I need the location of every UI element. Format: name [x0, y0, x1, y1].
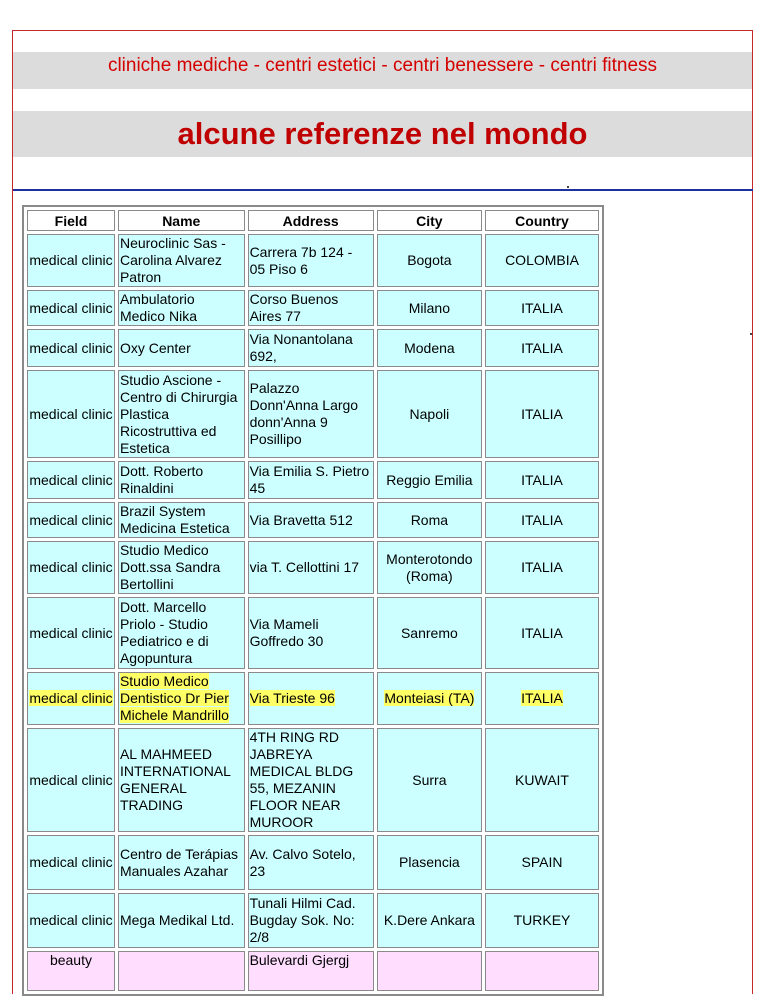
- cell-address-text: Via Bravetta 512: [249, 511, 353, 528]
- cell-field: [27, 234, 115, 287]
- cell-country-text: ITALIA: [521, 690, 563, 706]
- cell-city: [377, 541, 482, 594]
- table-row: [27, 461, 599, 499]
- cell-country: [485, 951, 599, 991]
- page-title: alcune referenze nel mondo: [177, 116, 588, 151]
- cell-field-text: medical clinic: [29, 690, 113, 706]
- table-row: [27, 290, 599, 326]
- cell-name: [118, 672, 245, 725]
- cell-address-text: Via Trieste 96: [249, 690, 335, 706]
- table-row: [27, 370, 599, 458]
- cell-field: [27, 541, 115, 594]
- cell-country: [485, 234, 599, 287]
- cell-country-text: SPAIN: [521, 854, 563, 870]
- references-table: [22, 205, 604, 996]
- cell-country-text: ITALIA: [521, 299, 563, 316]
- table-row: [27, 597, 599, 669]
- cell-address: [248, 234, 374, 287]
- cell-name-text: Neuroclinic Sas - Carolina Alvarez Patron: [119, 235, 226, 285]
- cell-city-text: Bogota: [407, 252, 452, 268]
- cell-address: [248, 728, 374, 832]
- page-subtitle: cliniche mediche - centri estetici - centri benessere - centri fitness: [107, 55, 658, 76]
- cell-country: [485, 541, 599, 594]
- cell-city-text: Sanremo: [400, 624, 458, 641]
- cell-address-text: Av. Calvo Sotelo, 23: [249, 845, 356, 879]
- stray-dot: [567, 186, 569, 188]
- cell-name-text: Centro de Terápias Manuales Azahar: [119, 845, 238, 879]
- cell-name-text: Oxy Center: [119, 339, 191, 356]
- cell-name: [118, 502, 245, 538]
- cell-name: [118, 541, 245, 594]
- cell-city-text: Plasencia: [399, 854, 460, 870]
- table-row: [27, 541, 599, 594]
- stray-dot: [750, 333, 752, 335]
- cell-name: [118, 234, 245, 287]
- cell-city-text: Monteiasi (TA): [384, 690, 475, 706]
- cell-field: [27, 502, 115, 538]
- frame-top-border: [12, 30, 753, 31]
- cell-country-text: KUWAIT: [515, 771, 569, 788]
- cell-country-text: ITALIA: [521, 511, 563, 528]
- cell-address: [248, 893, 374, 948]
- cell-field-text: medical clinic: [29, 405, 113, 422]
- cell-city: [377, 597, 482, 669]
- cell-field-text: medical clinic: [29, 299, 113, 316]
- cell-address-text: Via Mameli Goffredo 30: [249, 616, 324, 649]
- cell-name-text: Dott. Roberto Rinaldini: [119, 463, 204, 496]
- cell-city: [377, 290, 482, 326]
- cell-city: [377, 951, 482, 991]
- cell-city: [377, 461, 482, 499]
- table-body: [27, 234, 599, 991]
- cell-city: [377, 370, 482, 458]
- cell-address: [248, 835, 374, 890]
- cell-address-text: 4TH RING RD JABREYA MEDICAL BLDG 55, MEZANIN FLOOR NEAR MUROOR: [249, 729, 354, 830]
- cell-city: [377, 893, 482, 948]
- table-row: [27, 329, 599, 367]
- subtitle-band: [13, 52, 752, 89]
- cell-field-text: medical clinic: [29, 511, 113, 528]
- cell-city: [377, 728, 482, 832]
- cell-address: [248, 461, 374, 499]
- cell-country-text: ITALIA: [521, 559, 563, 575]
- cell-address-text: Via Emilia S. Pietro 45: [249, 463, 370, 496]
- table-row: [27, 234, 599, 287]
- cell-country: [485, 329, 599, 367]
- cell-name: [118, 893, 245, 948]
- cell-field: [27, 329, 115, 367]
- cell-name: [118, 728, 245, 832]
- cell-address: [248, 290, 374, 326]
- title-band: [13, 111, 752, 157]
- cell-field-text: medical clinic: [29, 559, 113, 575]
- table-row: [27, 951, 599, 991]
- cell-address: [248, 502, 374, 538]
- cell-name-text: Ambulatorio Medico Nika: [119, 291, 197, 324]
- cell-country-text: ITALIA: [521, 339, 563, 356]
- cell-country: [485, 672, 599, 725]
- cell-country-text: ITALIA: [521, 624, 563, 641]
- cell-name-text: Brazil System Medicina Estetica: [119, 503, 230, 536]
- column-header-name: Name: [118, 210, 245, 231]
- cell-field-text: medical clinic: [29, 912, 113, 928]
- cell-field-text: medical clinic: [29, 854, 113, 870]
- cell-country: [485, 893, 599, 948]
- cell-city: [377, 329, 482, 367]
- cell-country: [485, 502, 599, 538]
- cell-field: [27, 461, 115, 499]
- cell-address: [248, 951, 374, 991]
- cell-name-text: Studio Medico Dott.ssa Sandra Bertollini: [119, 542, 221, 592]
- cell-name: [118, 370, 245, 458]
- cell-name-text: AL MAHMEED INTERNATIONAL GENERAL TRADING: [119, 746, 231, 813]
- cell-field-text: beauty: [49, 952, 92, 968]
- cell-field-text: medical clinic: [29, 771, 113, 788]
- cell-name: [118, 290, 245, 326]
- cell-country: [485, 370, 599, 458]
- cell-address: [248, 541, 374, 594]
- cell-address: [248, 672, 374, 725]
- cell-field: [27, 290, 115, 326]
- cell-country: [485, 835, 599, 890]
- cell-field: [27, 835, 115, 890]
- cell-city-text: Roma: [410, 511, 449, 528]
- cell-address-text: Corso Buenos Aires 77: [249, 291, 339, 324]
- cell-name-text: Studio Ascione - Centro di Chirurgia Plastica Ricostruttiva ed Estetica: [119, 371, 238, 456]
- cell-address: [248, 370, 374, 458]
- column-header-country: Country: [485, 210, 599, 231]
- cell-address-text: Bulevardi Gjergj: [249, 952, 350, 968]
- cell-city: [377, 835, 482, 890]
- cell-city-text: Modena: [404, 339, 455, 356]
- cell-country-text: ITALIA: [521, 471, 563, 488]
- cell-address-text: via T. Cellottini 17: [249, 559, 360, 575]
- cell-name: [118, 461, 245, 499]
- frame-left-border: [12, 30, 13, 994]
- cell-city-text: Reggio Emilia: [386, 471, 473, 488]
- cell-country-text: COLOMBIA: [505, 252, 579, 268]
- cell-address: [248, 597, 374, 669]
- table-row: [27, 893, 599, 948]
- cell-field: [27, 370, 115, 458]
- cell-country-text: ITALIA: [521, 405, 563, 422]
- cell-field: [27, 597, 115, 669]
- cell-country: [485, 461, 599, 499]
- cell-city: [377, 234, 482, 287]
- column-header-address: Address: [248, 210, 374, 231]
- cell-city: [377, 672, 482, 725]
- table-row: [27, 672, 599, 725]
- cell-field: [27, 672, 115, 725]
- cell-country: [485, 290, 599, 326]
- cell-field-text: medical clinic: [29, 339, 113, 356]
- cell-city-text: Milano: [408, 299, 450, 316]
- cell-field-text: medical clinic: [29, 471, 113, 488]
- table-row: [27, 728, 599, 832]
- frame-right-border: [752, 30, 753, 994]
- column-header-city: City: [377, 210, 482, 231]
- cell-name-text: Studio Medico Dentistico Dr Pier Michele Mandrillo: [119, 673, 229, 723]
- cell-city-text: Surra: [412, 771, 447, 788]
- cell-name: [118, 951, 245, 991]
- cell-address-text: Tunali Hilmi Cad. Bugday Sok. No: 2/8: [249, 895, 356, 945]
- cell-country-text: TURKEY: [513, 912, 571, 928]
- cell-country: [485, 597, 599, 669]
- cell-city: [377, 502, 482, 538]
- cell-name: [118, 329, 245, 367]
- cell-country: [485, 728, 599, 832]
- table-row: [27, 835, 599, 890]
- cell-address: [248, 329, 374, 367]
- cell-field: [27, 728, 115, 832]
- table-row: [27, 502, 599, 538]
- cell-address-text: Palazzo Donn'Anna Largo donn'Anna 9 Posillipo: [249, 380, 359, 447]
- cell-address-text: Carrera 7b 124 - 05 Piso 6: [249, 243, 353, 277]
- cell-address-text: Via Nonantolana 692,: [249, 331, 353, 364]
- horizontal-rule: [13, 189, 753, 191]
- column-header-field: Field: [27, 210, 115, 231]
- cell-name: [118, 835, 245, 890]
- cell-name-text: Mega Medikal Ltd.: [119, 912, 235, 928]
- cell-name: [118, 597, 245, 669]
- table-header-row: [27, 210, 599, 231]
- cell-field-text: medical clinic: [29, 252, 113, 268]
- cell-field: [27, 893, 115, 948]
- cell-name-text: Dott. Marcello Priolo - Studio Pediatrico e di Agopuntura: [119, 599, 209, 666]
- cell-city-text: Napoli: [409, 405, 450, 422]
- cell-city-text: K.Dere Ankara: [383, 912, 475, 928]
- cell-field-text: medical clinic: [29, 624, 113, 641]
- cell-city-text: Monterotondo (Roma): [386, 550, 473, 584]
- cell-field: [27, 951, 115, 991]
